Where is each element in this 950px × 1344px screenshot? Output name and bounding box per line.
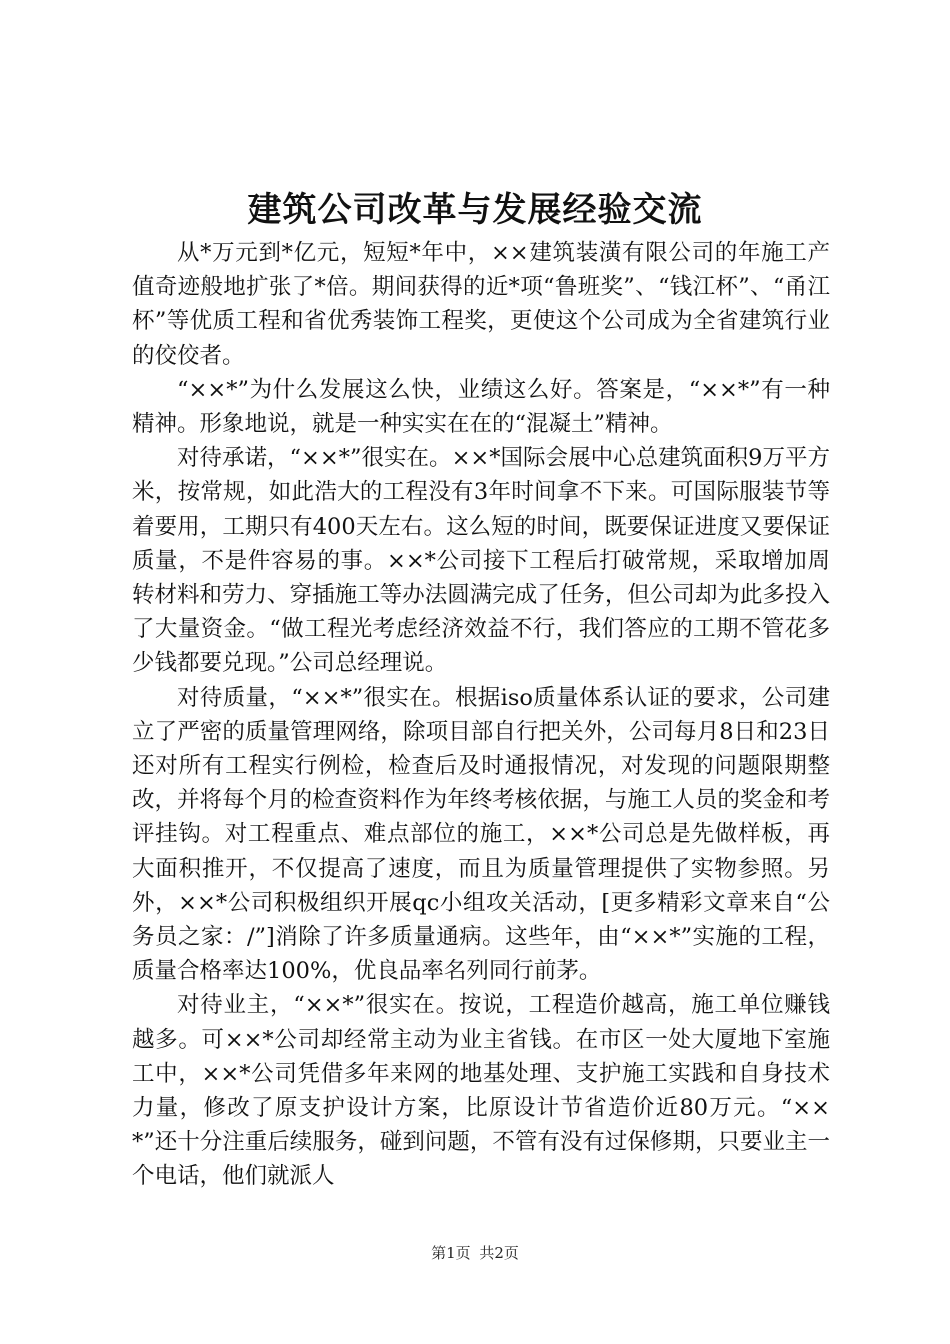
page-number-current: 第1页 <box>431 1244 471 1262</box>
paragraph-5: 对待业主，“××*”很实在。按说，工程造价越高，施工单位赚钱越多。可××*公司却经常主动为业主省钱。在市区一处大厦地下室施工中，××*公司凭借多年来网的地基处理、支护施工实践和自身技术力量，修改了原支护设计方案，比原设计节省造价近80万元。“××*”还十分注重后续服务，碰到问题，不管有没有过保修期，只要业主一个电话，他们就派人 <box>132 992 830 1190</box>
paragraph-3: 对待承诺，“××*”很实在。××*国际会展中心总建筑面积9万平方米，按常规，如此浩大的工程没有3年时间拿不下来。可国际服装节等着要用，工期只有400天左右。这么短的时间，既要保证进度又要保证质量，不是件容易的事。××*公司接下工程后打破常规，采取增加周转材料和劳力、穿插施工等办法圆满完成了任务，但公司却为此多投入了大量资金。“做工程光考虑经济效益不行，我们答应的工期不管花多少钱都要兑现。”公司总经理说。 <box>132 445 830 677</box>
paragraph-4: 对待质量，“××*”很实在。根据iso质量体系认证的要求，公司建立了严密的质量管理网络，除项目部自行把关外，公司每月8日和23日还对所有工程实行例检，检查后及时通报情况，对发现的问题限期整改，并将每个月的检查资料作为年终考核依据，与施工人员的奖金和考评挂钩。对工程重点、难点部位的施工，××*公司总是先做样板，再大面积推开，不仅提高了速度，而且为质量管理提供了实物参照。另外，××*公司积极组织开展qc小组攻关活动，[更多精彩文章来自“公务员之家：/”]消除了许多质量通病。这些年，由“××*”实施的工程，质量合格率达100%，优良品率名列同行前茅。 <box>132 684 830 985</box>
paragraph-2: “××*”为什么发展这么快，业绩这么好。答案是，“××*”有一种精神。形象地说，就是一种实实在在的“混凝土”精神。 <box>132 376 830 438</box>
page-number-total: 共2页 <box>479 1244 519 1262</box>
document-title: 建筑公司改革与发展经验交流 <box>247 190 703 230</box>
document-body <box>132 236 830 1194</box>
page-footer <box>0 1242 950 1264</box>
paragraph-1: 从*万元到*亿元，短短*年中，××建筑装潢有限公司的年施工产值奇迹般地扩张了*倍。期间获得的近*项“鲁班奖”、“钱江杯”、“甬江杯”等优质工程和省优秀装饰工程奖，更使这个公司成为全省建筑行业的佼佼者。 <box>132 240 830 369</box>
